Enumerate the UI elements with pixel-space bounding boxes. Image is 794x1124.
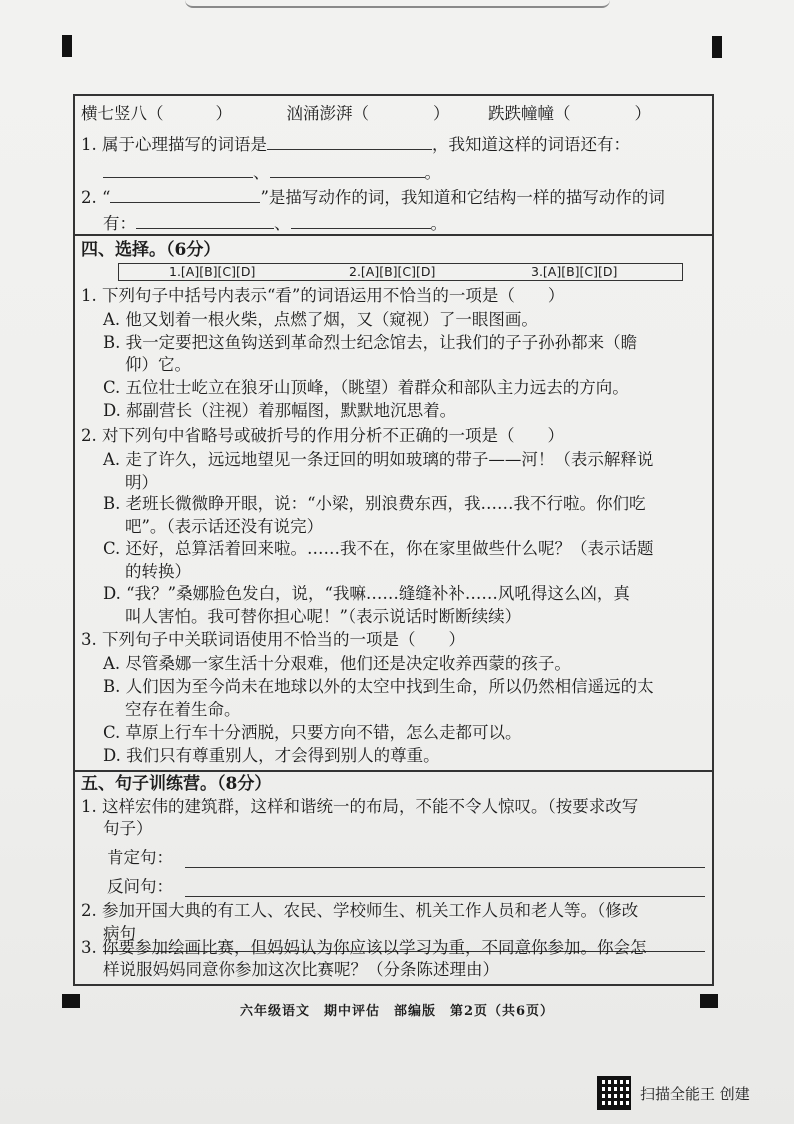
word-1: 横七竖八（ xyxy=(81,104,164,123)
answer-blank[interactable] xyxy=(267,134,432,150)
affirmative-label: 肯定句： xyxy=(107,848,173,867)
answer-blank[interactable] xyxy=(110,187,260,203)
registration-mark-top-right xyxy=(712,36,722,58)
word-row xyxy=(81,104,651,124)
scan-edge-mark xyxy=(185,0,610,8)
answer-blank[interactable] xyxy=(270,162,425,178)
fill-question-1-blanks xyxy=(103,162,441,183)
fill-question-1 xyxy=(81,134,630,155)
option: A. 走了许久，远远地望见一条迂回的明如玻璃的带子——河！（表示解释说 xyxy=(103,450,654,469)
paren-close: ） xyxy=(215,104,232,123)
scanner-watermark: 扫描全能王 创建 xyxy=(640,1085,750,1103)
paren-close: ） xyxy=(634,104,651,123)
answer-choice-2[interactable]: 2.[A][B][C][D] xyxy=(349,264,436,279)
question-frame xyxy=(73,94,714,986)
answer-blank[interactable] xyxy=(136,213,274,229)
mc-question-3: 3. 下列句子中关联词语使用不恰当的一项是（ ） xyxy=(81,630,465,649)
option: C. 还好，总算活着回来啦。……我不在，你在家里做些什么呢？（表示话题 xyxy=(103,539,654,558)
word-2: 汹涌澎湃（ xyxy=(286,104,369,123)
mc-question-2: 2. 对下列句中省略号或破折号的作用分析不正确的一项是（ ） xyxy=(81,426,564,445)
mc-question-1: 1. 下列句子中括号内表示“看”的词语运用不恰当的一项是（ ） xyxy=(81,286,565,305)
word-3: 跌跌幢幢（ xyxy=(488,104,571,123)
answer-choice-1[interactable]: 1.[A][B][C][D] xyxy=(169,264,256,279)
option: C. 草原上行车十分洒脱，只要方向不错，怎么走都可以。 xyxy=(103,723,522,742)
option: D. 我们只有尊重别人，才会得到别人的尊重。 xyxy=(103,746,440,765)
section-divider xyxy=(75,234,712,236)
question-text: ，我知道这样的词语还有： xyxy=(432,135,630,154)
option-cont: 明） xyxy=(125,473,158,492)
period: 。 xyxy=(430,214,447,233)
persuade-question-3-cont: 样说服妈妈同意你参加这次比赛呢？（分条陈述理由） xyxy=(103,960,499,979)
option-cont: 仰）它。 xyxy=(125,355,191,374)
fill-question-2 xyxy=(81,187,665,208)
correction-question-2-cont: 病句 xyxy=(103,924,136,943)
option-cont: 叫人害怕。我可替你担心呢！”（表示说话时断断续续） xyxy=(125,607,522,626)
rhetorical-answer-line[interactable] xyxy=(185,896,705,897)
paren-close: ） xyxy=(433,104,450,123)
option-cont: 空存在着生命。 xyxy=(125,700,241,719)
option-cont: 的转换） xyxy=(125,562,191,581)
option: B. 我一定要把这鱼钩送到革命烈士纪念馆去，让我们的子子孙孙都来（瞻 xyxy=(103,333,638,352)
option: A. 他又划着一根火柴，点燃了烟，又（窥视）了一眼图画。 xyxy=(103,310,538,329)
rewrite-question-1: 1. 这样宏伟的建筑群，这样和谐统一的布局，不能不令人惊叹。（按要求改写 xyxy=(81,797,639,816)
fill-question-2-blanks xyxy=(103,213,447,234)
qr-code-icon xyxy=(597,1076,631,1110)
page-footer: 六年级语文 期中评估 部编版 第2页（共6页） xyxy=(239,1004,555,1019)
answer-blank[interactable] xyxy=(291,213,431,229)
section-4-title: 四、选择。（6分） xyxy=(81,240,221,260)
section-5-title: 五、句子训练营。（8分） xyxy=(81,774,272,794)
option: D. 郝副营长（注视）着那幅图，默默地沉思着。 xyxy=(103,401,457,420)
option: B. 老班长微微睁开眼，说：“小梁，别浪费东西，我……我不行啦。你们吃 xyxy=(103,494,646,513)
question-text: 1. 属于心理描写的词语是 xyxy=(81,135,267,154)
correction-question-2: 2. 参加开国大典的有工人、农民、学校师生、机关工作人员和老人等。（修改 xyxy=(81,901,639,920)
question-text: ”是描写动作的词，我知道和它结构一样的描写动作的词 xyxy=(260,188,665,207)
option: D. “我？”桑娜脸色发白，说，“我嘛……缝缝补补……风吼得这么凶，真 xyxy=(103,584,630,603)
section-divider xyxy=(75,770,712,772)
answer-card xyxy=(118,263,683,281)
rhetorical-label: 反问句： xyxy=(107,877,173,896)
period: 。 xyxy=(424,163,441,182)
persuade-question-3: 3. 你要参加绘画比赛，但妈妈认为你应该以学习为重，不同意你参加。你会怎 xyxy=(81,938,647,957)
option: A. 尽管桑娜一家生活十分艰难，他们还是决定收养西蒙的孩子。 xyxy=(103,654,571,673)
question-text: 2. “ xyxy=(81,188,111,207)
separator: 、 xyxy=(253,163,270,182)
affirmative-answer-line[interactable] xyxy=(185,867,705,868)
answer-blank[interactable] xyxy=(103,162,253,178)
option: B. 人们因为至今尚未在地球以外的太空中找到生命，所以仍然相信遥远的太 xyxy=(103,677,654,696)
registration-mark-top-left xyxy=(62,35,72,57)
option: C. 五位壮士屹立在狼牙山顶峰，（眺望）着群众和部队主力远去的方向。 xyxy=(103,378,629,397)
rewrite-question-1-cont: 句子） xyxy=(103,819,153,838)
separator: 、 xyxy=(274,214,291,233)
option-cont: 吧”。（表示话还没有说完） xyxy=(125,517,324,536)
answer-choice-3[interactable]: 3.[A][B][C][D] xyxy=(531,264,618,279)
question-text: 有： xyxy=(103,214,136,233)
